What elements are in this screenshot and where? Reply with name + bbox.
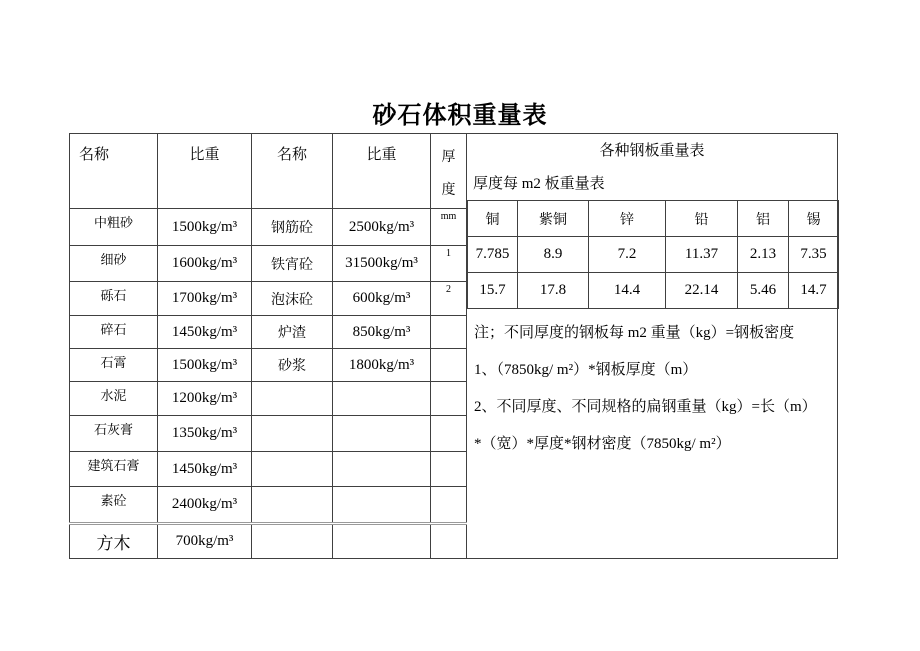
material-value-cell: 600kg/m³ [333, 282, 431, 316]
material-name-cell [252, 382, 333, 416]
material-name-cell: 泡沫砼 [252, 282, 333, 316]
metal-value-cell: 15.7 [468, 273, 518, 309]
metal-value-cell: 7.2 [589, 237, 666, 273]
material-value-cell [333, 416, 431, 452]
metal-value-cell: 22.14 [666, 273, 738, 309]
metal-value-cell: 11.37 [666, 237, 738, 273]
thickness-cell: 1 [431, 246, 467, 282]
metal-value-row [468, 273, 839, 309]
table-row [70, 487, 467, 524]
material-value-cell: 850kg/m³ [333, 316, 431, 349]
material-value-cell: 1500kg/m³ [158, 349, 252, 382]
material-value-cell [333, 452, 431, 487]
thickness-cell [431, 487, 467, 524]
thickness-cell [431, 452, 467, 487]
metal-weight-table [467, 200, 839, 309]
material-name-cell: 铁宵砼 [252, 246, 333, 282]
table-row [70, 349, 467, 382]
col-header-name-1: 名称 [70, 134, 158, 209]
material-value-cell: 1450kg/m³ [158, 316, 252, 349]
col-header-thickness [431, 134, 467, 209]
material-value-cell: 1450kg/m³ [158, 452, 252, 487]
metal-value-cell: 8.9 [518, 237, 589, 273]
metal-value-cell: 17.8 [518, 273, 589, 309]
material-name-cell: 方木 [70, 524, 158, 559]
material-name-cell [252, 416, 333, 452]
steel-section-header [467, 134, 837, 200]
table-row [70, 246, 467, 282]
table-header-row [70, 134, 467, 209]
thickness-cell [431, 382, 467, 416]
thickness-cell [431, 316, 467, 349]
metal-value-cell: 7.785 [468, 237, 518, 273]
note-line: 注；不同厚度的钢板每 m2 重量（kg）=钢板密度 [474, 325, 795, 341]
material-name-cell: 钢筋砼 [252, 209, 333, 246]
table-row [70, 452, 467, 487]
page-title: 砂石体积重量表 [372, 103, 548, 129]
material-value-cell [333, 382, 431, 416]
thickness-cell: mm [431, 209, 467, 246]
material-name-cell [252, 452, 333, 487]
material-value-cell: 2400kg/m³ [158, 487, 252, 524]
material-name-cell: 素砼 [70, 487, 158, 524]
metal-header-cell: 锌 [589, 201, 666, 237]
metal-header-row [468, 201, 839, 237]
steel-section-title: 各种钢板重量表 [599, 143, 705, 159]
table-row [70, 282, 467, 316]
metal-header-cell: 铅 [666, 201, 738, 237]
material-name-cell: 砂浆 [252, 349, 333, 382]
thickness-header-char-2: 度 [441, 183, 456, 198]
metal-header-cell: 铝 [738, 201, 789, 237]
material-name-cell: 建筑石膏 [70, 452, 158, 487]
thickness-cell [431, 349, 467, 382]
materials-table [69, 133, 467, 559]
col-header-weight-2: 比重 [333, 134, 431, 209]
col-header-weight-1: 比重 [158, 134, 252, 209]
material-name-cell: 石霄 [70, 349, 158, 382]
table-row [70, 316, 467, 349]
material-name-cell [252, 524, 333, 559]
thickness-cell [431, 524, 467, 559]
material-value-cell: 2500kg/m³ [333, 209, 431, 246]
material-value-cell: 1500kg/m³ [158, 209, 252, 246]
note-line: 2、不同厚度、不同规格的扁钢重量（kg）=长（m） [474, 399, 817, 415]
material-value-cell: 1800kg/m³ [333, 349, 431, 382]
table-row [70, 416, 467, 452]
table-row [70, 524, 467, 559]
material-name-cell: 砾石 [70, 282, 158, 316]
material-value-cell: 31500kg/m³ [333, 246, 431, 282]
metal-value-cell: 14.7 [789, 273, 839, 309]
material-name-cell [252, 487, 333, 524]
material-value-cell: 700kg/m³ [158, 524, 252, 559]
metal-value-row [468, 237, 839, 273]
metal-header-cell: 紫铜 [518, 201, 589, 237]
thickness-header-char-1: 厚 [441, 150, 456, 165]
material-name-cell: 中粗砂 [70, 209, 158, 246]
material-value-cell [333, 524, 431, 559]
material-value-cell: 1200kg/m³ [158, 382, 252, 416]
material-value-cell: 1600kg/m³ [158, 246, 252, 282]
material-value-cell: 1700kg/m³ [158, 282, 252, 316]
note-line: 1、（7850kg/ m²）*钢板厚度（m） [474, 362, 698, 378]
metal-value-cell: 5.46 [738, 273, 789, 309]
material-name-cell: 碎石 [70, 316, 158, 349]
metal-value-cell: 7.35 [789, 237, 839, 273]
metal-value-cell: 14.4 [589, 273, 666, 309]
metal-header-cell: 锡 [789, 201, 839, 237]
thickness-cell [431, 416, 467, 452]
steel-plate-section [467, 133, 838, 559]
steel-section-subtitle: 厚度每 m2 板重量表 [473, 176, 605, 192]
metal-value-cell: 2.13 [738, 237, 789, 273]
table-row [70, 382, 467, 416]
notes-cell [467, 309, 837, 558]
material-value-cell [333, 487, 431, 524]
material-name-cell: 炉渣 [252, 316, 333, 349]
metal-header-cell: 铜 [468, 201, 518, 237]
material-name-cell: 细砂 [70, 246, 158, 282]
col-header-name-2: 名称 [252, 134, 333, 209]
note-line: *（宽）*厚度*钢材密度（7850kg/ m²） [474, 436, 731, 452]
material-name-cell: 水泥 [70, 382, 158, 416]
material-value-cell: 1350kg/m³ [158, 416, 252, 452]
main-table [69, 133, 838, 559]
table-row [70, 209, 467, 246]
thickness-cell: 2 [431, 282, 467, 316]
material-name-cell: 石灰膏 [70, 416, 158, 452]
